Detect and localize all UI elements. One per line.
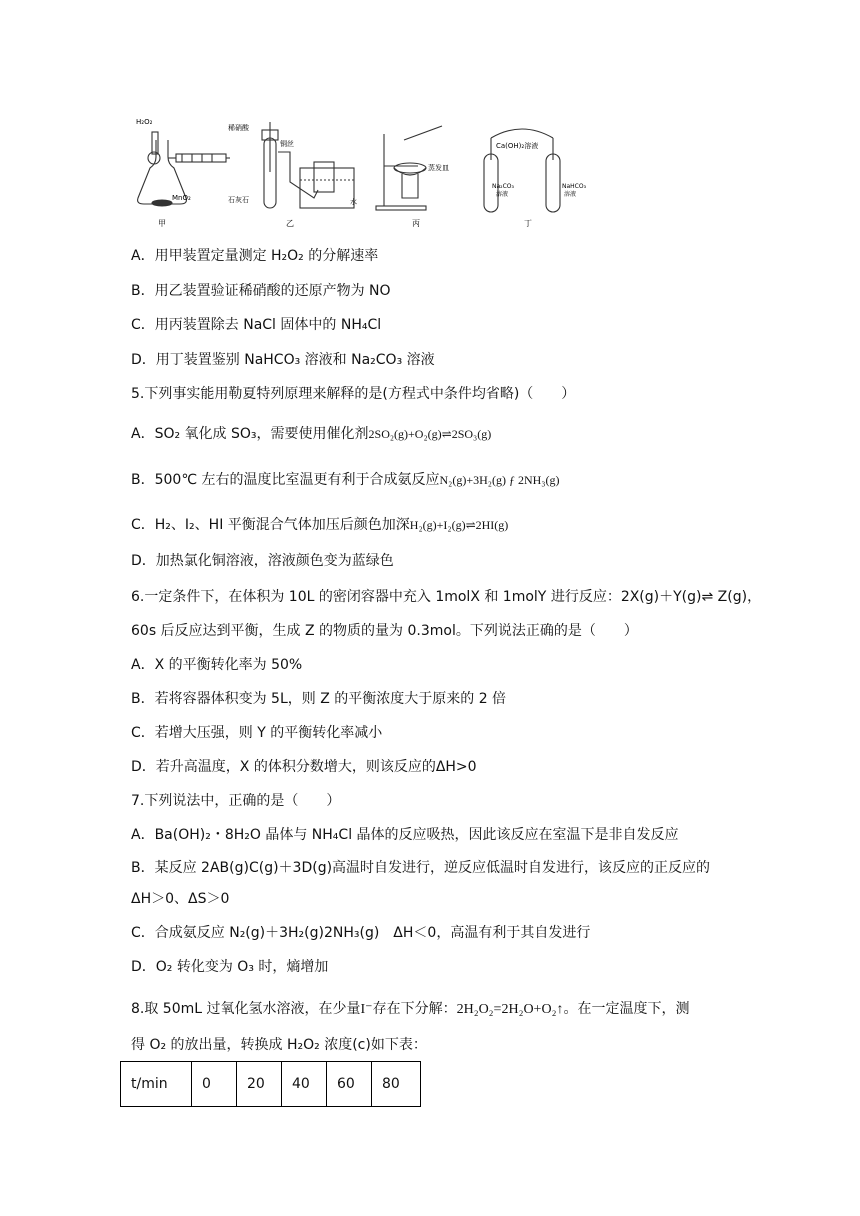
- q7-option-a: A．Ba(OH)₂・8H₂O 晶体与 NH₄Cl 晶体的反应吸热，因此该反应在室温下是非自发反应: [131, 827, 679, 843]
- q4-option-a: A．用甲装置定量测定 H₂O₂ 的分解速率: [131, 248, 379, 264]
- table-cell: 20: [237, 1062, 282, 1107]
- q6-option-a: A．X 的平衡转化率为 50%: [131, 657, 303, 673]
- table-cell: 40: [282, 1062, 327, 1107]
- q6-option-d: D．若升高温度，X 的体积分数增大，则该反应的ΔH>0: [131, 759, 477, 775]
- label-na2co3: Na₂CO₃: [492, 183, 514, 190]
- apparatus-figure: [132, 112, 602, 230]
- q5-option-a: A．SO₂ 氧化成 SO₃，需要使用催化剂2SO₂(g)+O₂(g)⇌2SO₃(g): [131, 426, 492, 442]
- q6-stem-2: 60s 后反应达到平衡，生成 Z 的物质的量为 0.3mol。下列说法正确的是（ ）: [131, 623, 638, 639]
- q4-option-b: B．用乙装置验证稀硝酸的还原产物为 NO: [131, 283, 391, 299]
- label-copper-wire: 铜丝: [280, 140, 294, 148]
- table-cell: 60: [327, 1062, 372, 1107]
- label-yi: 乙: [286, 219, 294, 228]
- label-dilute-nitric: 稀硝酸: [228, 124, 249, 132]
- q7-option-b-line1: B．某反应 2AB(g)C(g)＋3D(g)高温时自发进行，逆反应低温时自发进行，该反应的正反应的: [131, 860, 711, 876]
- label-limestone: 石灰石: [228, 196, 249, 204]
- q4-option-c: C．用丙装置除去 NaCl 固体中的 NH₄Cl: [131, 317, 382, 333]
- q7-stem: 7.下列说法中，正确的是（ ）: [131, 793, 341, 809]
- label-bing: 丙: [412, 219, 420, 228]
- q5-option-c: C．H₂、I₂、HI 平衡混合气体加压后颜色加深H₂(g)+I₂(g)⇌2HI(g): [131, 517, 509, 533]
- q8-stem-1: 8.取 50mL 过氧化氢水溶液，在少量I⁻存在下分解：2H₂O₂=2H₂O+O₂↑。在一定温度下，测: [131, 1001, 690, 1017]
- table-cell: 0: [192, 1062, 237, 1107]
- table-header-cell: t/min: [121, 1062, 192, 1107]
- concentration-table: [120, 1061, 421, 1107]
- q6-option-b: B．若将容器体积变为 5L，则 Z 的平衡浓度大于原来的 2 倍: [131, 691, 507, 707]
- label-ding: 丁: [524, 219, 532, 228]
- q8-stem-2: 得 O₂ 的放出量，转换成 H₂O₂ 浓度(c)如下表：: [131, 1037, 427, 1053]
- q5-option-b: B．500℃ 左右的温度比室温更有利于合成氨反应N₂(g)+3H₂(g) ƒ 2NH₃(g): [131, 472, 560, 488]
- q4-option-d: D．用丁装置鉴别 NaHCO₃ 溶液和 Na₂CO₃ 溶液: [131, 352, 435, 368]
- table-cell: 80: [372, 1062, 421, 1107]
- table-row: [121, 1062, 421, 1107]
- label-nahco3-sol: 溶液: [564, 191, 577, 198]
- q7-option-b-line2: ΔH＞0、ΔS＞0: [131, 891, 230, 907]
- label-jia: 甲: [158, 219, 166, 228]
- label-h2o2: H₂O₂: [136, 118, 153, 126]
- q5-option-d: D．加热氯化铜溶液，溶液颜色变为蓝绿色: [131, 553, 394, 569]
- label-mno2: MnO₂: [172, 194, 191, 202]
- label-water: 水: [350, 198, 357, 206]
- q6-stem-1: 6.一定条件下，在体积为 10L 的密闭容器中充入 1molX 和 1molY 进行反应：2X(g)＋Y(g)⇌ Z(g)，: [131, 589, 762, 605]
- label-evap-dish: 蒸发皿: [428, 164, 449, 172]
- label-nahco3: NaHCO₃: [562, 183, 586, 190]
- label-na2co3-sol: 溶液: [496, 191, 509, 198]
- q5-stem: 5.下列事实能用勒夏特列原理来解释的是(方程式中条件均省略)（ ）: [131, 386, 576, 402]
- label-limewater: Ca(OH)₂溶液: [496, 142, 539, 150]
- q7-option-d: D．O₂ 转化变为 O₃ 时，熵增加: [131, 959, 329, 975]
- q7-option-c: C．合成氨反应 N₂(g)＋3H₂(g)2NH₃(g) ΔH＜0，高温有利于其自发进行: [131, 925, 591, 941]
- q6-option-c: C．若增大压强，则 Y 的平衡转化率减小: [131, 725, 383, 741]
